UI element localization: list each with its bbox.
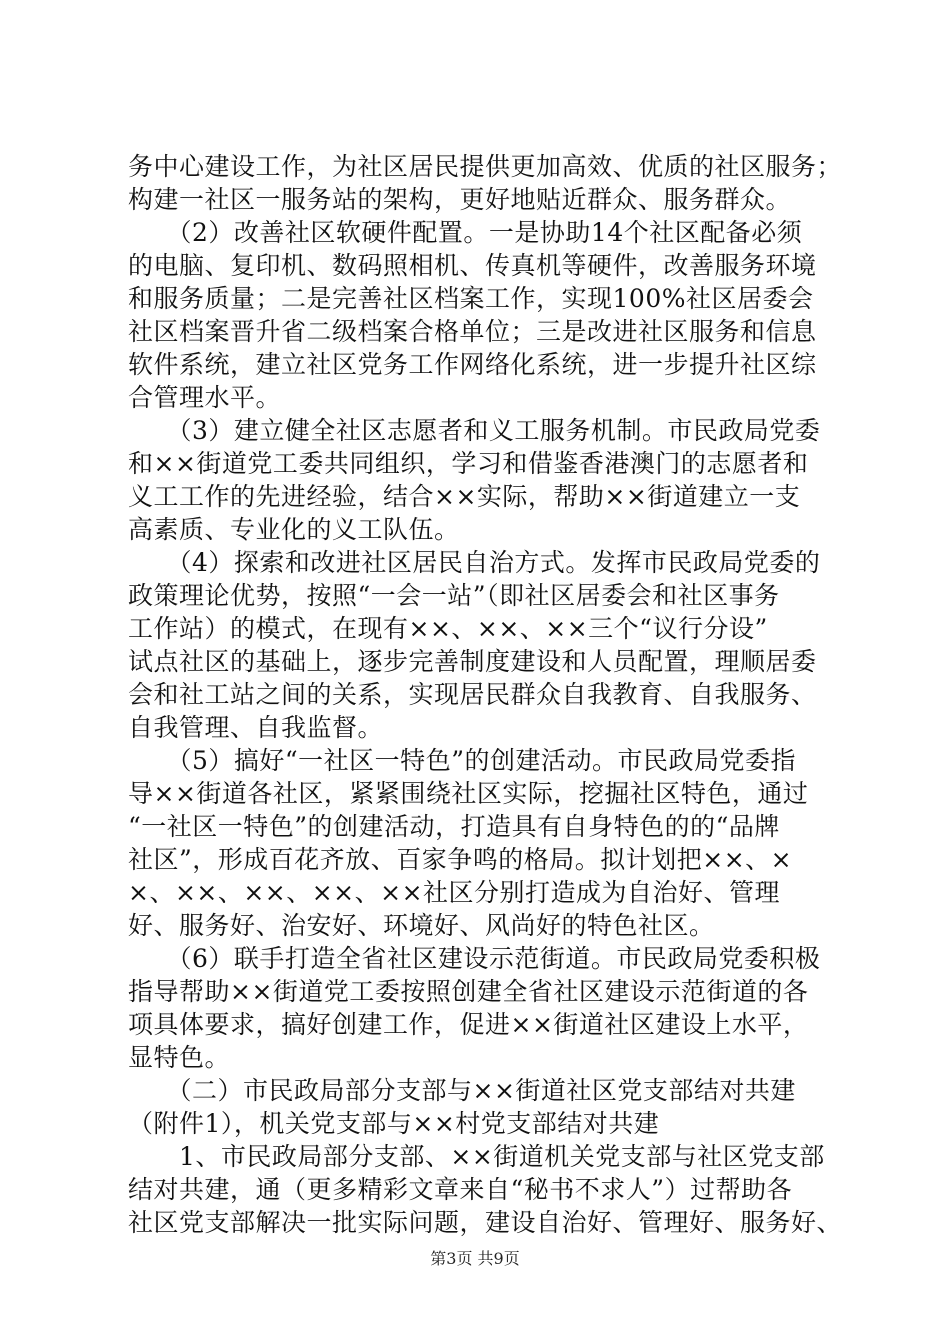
text-line: 务中心建设工作，为社区居民提供更加高效、优质的社区服务； bbox=[128, 152, 843, 181]
text-line: 软件系统，建立社区党务工作网络化系统，进一步提升社区综 bbox=[128, 350, 817, 379]
document-body bbox=[128, 150, 843, 1239]
text-line: 项具体要求，搞好创建工作，促进××街道社区建设上水平， bbox=[128, 1010, 809, 1039]
text-line: （5）搞好“一社区一特色”的创建活动。市民政局党委指 bbox=[128, 746, 796, 775]
page-footer: 第3页 共9页 bbox=[430, 1249, 520, 1268]
text-line: “一社区一特色”的创建活动，打造具有自身特色的的“品牌 bbox=[128, 812, 780, 841]
text-line: 和服务质量；二是完善社区档案工作，实现100%社区居委会 bbox=[128, 284, 814, 313]
text-line: 显特色。 bbox=[128, 1043, 231, 1072]
text-line: 社区党支部解决一批实际问题，建设自治好、管理好、服务好、 bbox=[128, 1208, 843, 1237]
text-line: （2）改善社区软硬件配置。一是协助14个社区配备必须 bbox=[128, 218, 803, 247]
text-line: （二）市民政局部分支部与××街道社区党支部结对共建 bbox=[128, 1076, 796, 1105]
text-line: 好、服务好、治安好、环境好、风尚好的特色社区。 bbox=[128, 911, 715, 940]
text-line: （4）探索和改进社区居民自治方式。发挥市民政局党委的 bbox=[128, 548, 821, 577]
text-line: 工作站）的模式，在现有××、××、××三个“议行分设” bbox=[128, 614, 768, 643]
text-line: 指导帮助××街道党工委按照创建全省社区建设示范街道的各 bbox=[128, 977, 809, 1006]
text-line: 义工工作的先进经验，结合××实际，帮助××街道建立一支 bbox=[128, 482, 801, 511]
text-line: 和××街道党工委共同组织，学习和借鉴香港澳门的志愿者和 bbox=[128, 449, 809, 478]
text-line: 的电脑、复印机、数码照相机、传真机等硬件，改善服务环境 bbox=[128, 251, 817, 280]
text-line: 社区档案晋升省二级档案合格单位；三是改进社区服务和信息 bbox=[128, 317, 817, 346]
text-line: ×、××、××、××、××社区分别打造成为自治好、管理 bbox=[128, 878, 781, 907]
text-line: 试点社区的基础上，逐步完善制度建设和人员配置，理顺居委 bbox=[128, 647, 817, 676]
text-line: 构建一社区一服务站的架构，更好地贴近群众、服务群众。 bbox=[128, 185, 792, 214]
text-line: 高素质、专业化的义工队伍。 bbox=[128, 515, 460, 544]
text-line: 合管理水平。 bbox=[128, 383, 282, 412]
text-line: （附件1），机关党支部与××村党支部结对共建 bbox=[128, 1109, 660, 1138]
text-line: （6）联手打造全省社区建设示范街道。市民政局党委积极 bbox=[128, 944, 821, 973]
text-line: 政策理论优势，按照“一会一站”（即社区居委会和社区事务 bbox=[128, 581, 780, 610]
text-line: 导××街道各社区，紧紧围绕社区实际，挖掘社区特色，通过 bbox=[128, 779, 809, 808]
text-line: （3）建立健全社区志愿者和义工服务机制。市民政局党委 bbox=[128, 416, 821, 445]
text-line: 自我管理、自我监督。 bbox=[128, 713, 384, 742]
text-line: 结对共建，通（更多精彩文章来自“秘书不求人”）过帮助各 bbox=[128, 1175, 793, 1204]
text-line: 会和社工站之间的关系，实现居民群众自我教育、自我服务、 bbox=[128, 680, 817, 709]
text-line: 社区”，形成百花齐放、百家争鸣的格局。拟计划把××、× bbox=[128, 845, 793, 874]
text-line: 1、市民政局部分支部、××街道机关党支部与社区党支部 bbox=[128, 1142, 825, 1171]
